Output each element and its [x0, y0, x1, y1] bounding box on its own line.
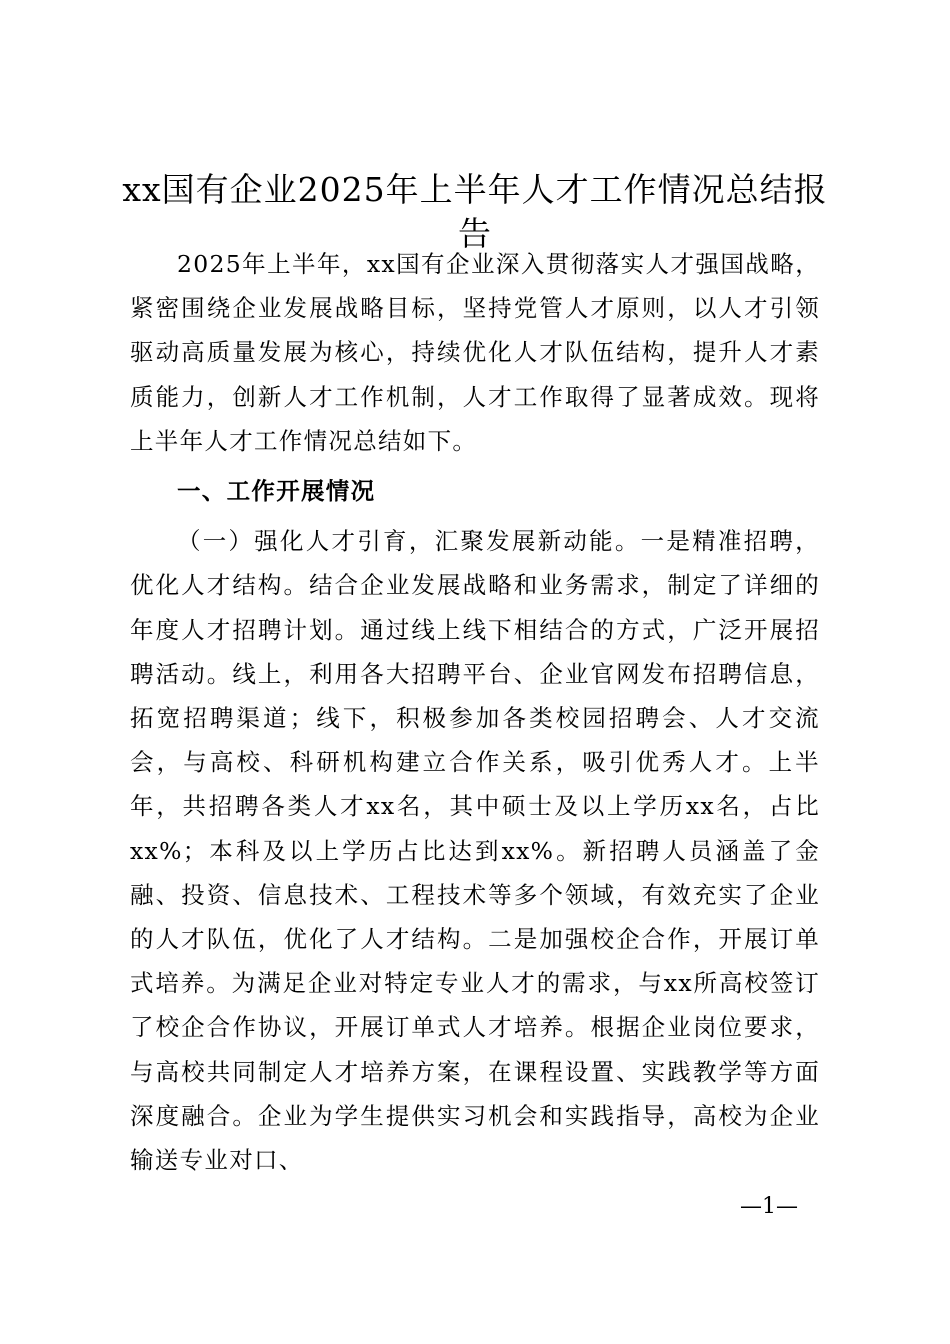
document-title: xx国有企业2025年上半年人才工作情况总结报告 — [122, 170, 828, 253]
intro-paragraph: 2025年上半年，xx国有企业深入贯彻落实人才强国战略，紧密围绕企业发展战略目标，坚持党管人才原则，以人才引领驱动高质量发展为核心，持续优化人才队伍结构，提升人才素质能力，创新人才工作机制，人才工作取得了显著成效。现将上半年人才工作情况总结如下。 — [130, 250, 820, 455]
section-heading: 一、工作开展情况 — [177, 477, 376, 506]
subsection-text: 一是精准招聘，优化人才结构。结合企业发展战略和业务需求，制定了详细的年度人才招聘计划。通过线上线下相结合的方式，广泛开展招聘活动。线上，利用各大招聘平台、企业官网发布招聘信息，拓宽招聘渠道；线下，积极参加各类校园招聘会、人才交流会，与高校、科研机构建立合作关系，吸引优秀人才。上半年，共招聘各类人才xx名，其中硕士及以上学历xx名，占比xx%；本科及以上学历占比达到xx%。新招聘人员涵盖了金融、投资、信息技术、工程技术等多个领域，有效充实了企业的人才队伍，优化了人才结构。二是加强校企合作，开展订单式培养。为满足企业对特定专业人才的需求，与xx所高校签订了校企合作协议，开展订单式人才培养。根据企业岗位要求，与高校共同制定人才培养方案，在课程设置、实践教学等方面深度融合。企业为学生提供实习机会和实践指导，高校为企业输送专业对口、 — [130, 527, 820, 1175]
document-body — [130, 242, 820, 1182]
subsection-paragraph — [130, 519, 820, 1182]
page-number: —1— — [740, 1194, 798, 1219]
subsection-heading: （一）强化人才引育，汇聚发展新动能。 — [177, 527, 641, 556]
